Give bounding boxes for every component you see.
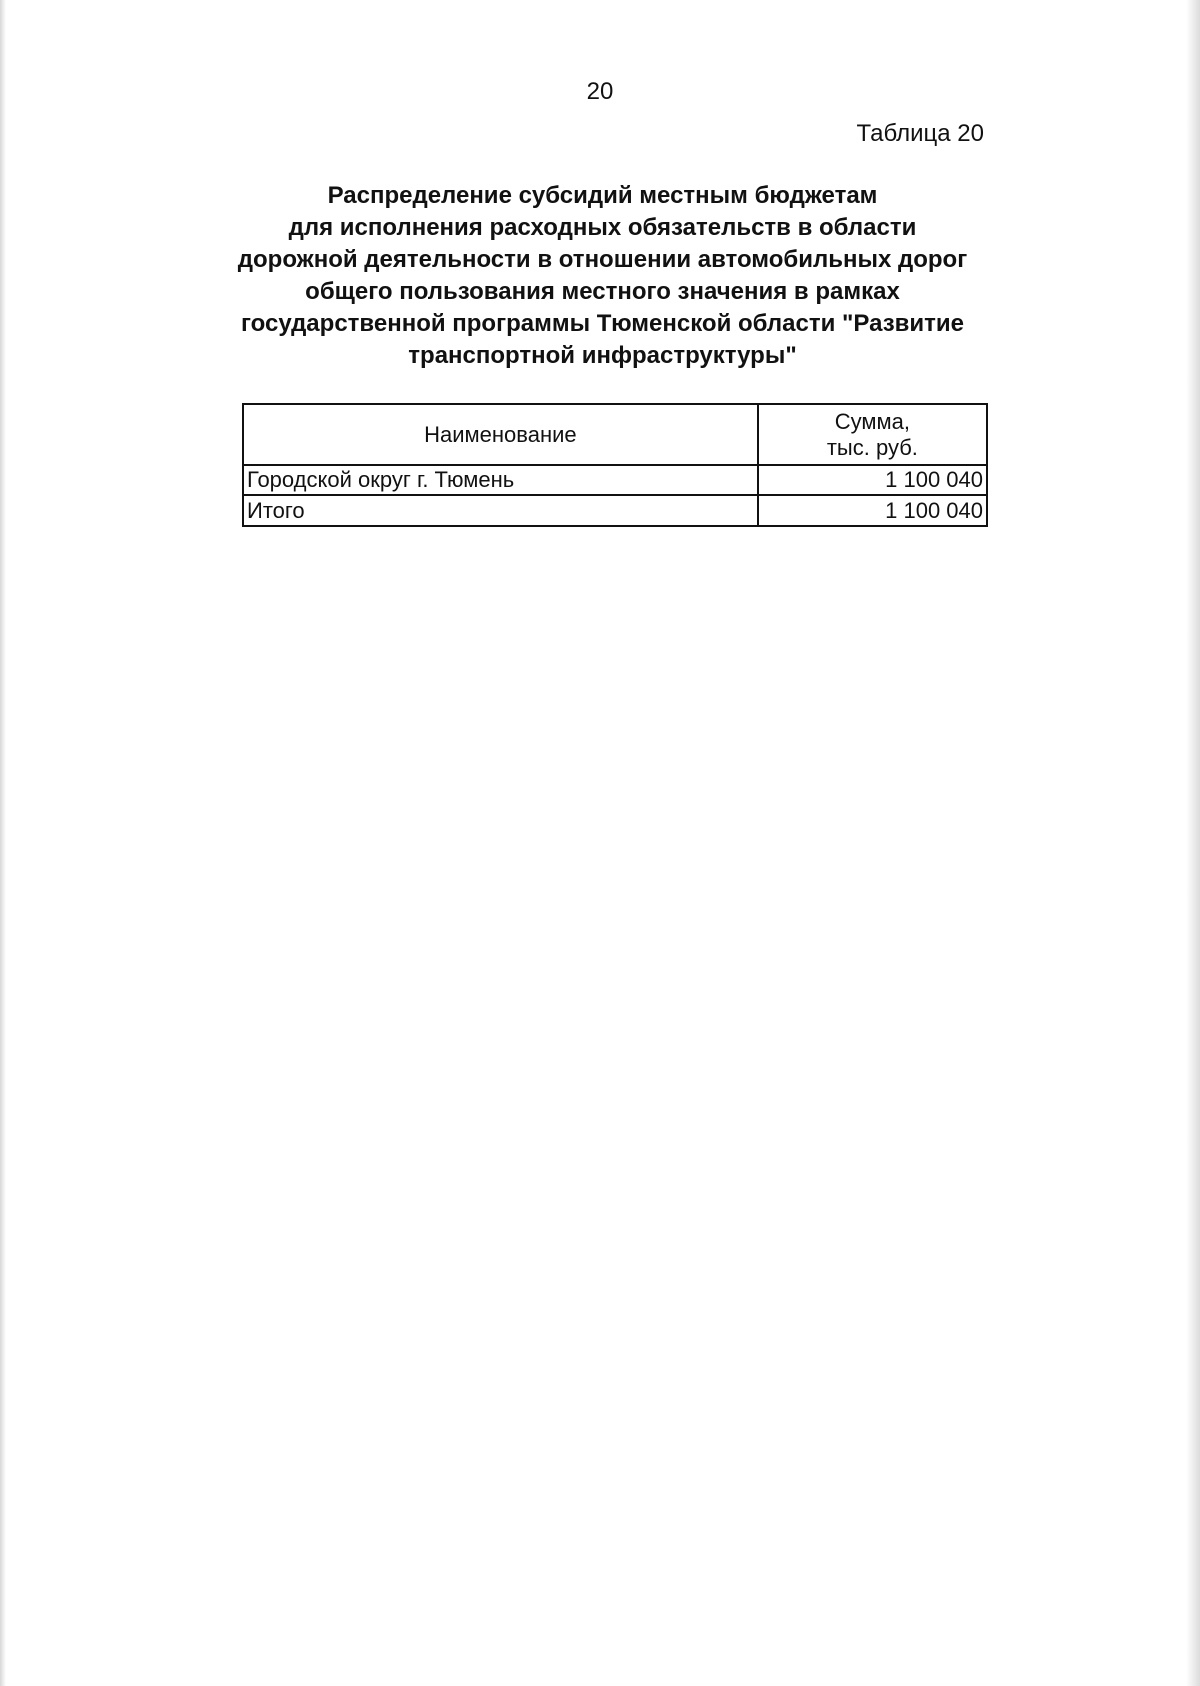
table-total-row	[243, 495, 987, 526]
header-sum-line1: Сумма,	[834, 408, 910, 434]
scan-edge-left	[0, 0, 6, 1686]
total-sum: 1 100 040	[758, 495, 987, 526]
row-sum: 1 100 040	[758, 465, 987, 495]
document-title	[215, 180, 990, 372]
title-line: государственной программы Тюменской области "Развитие	[240, 310, 965, 337]
header-sum-line2: тыс. руб.	[826, 434, 918, 460]
row-name: Городской округ г. Тюмень	[243, 465, 758, 495]
title-line: Распределение субсидий местным бюджетам	[327, 182, 878, 209]
subsidy-table	[242, 403, 988, 527]
table-label: Таблица 20	[856, 120, 984, 147]
table-row	[243, 465, 987, 495]
title-line: дорожной деятельности в отношении автомобильных дорог	[237, 246, 968, 273]
header-name: Наименование	[243, 404, 758, 465]
page-number: 20	[586, 78, 614, 105]
title-line: для исполнения расходных обязательств в области	[288, 214, 917, 241]
scan-edge-right	[1186, 0, 1200, 1686]
header-sum	[758, 404, 987, 465]
total-name: Итого	[243, 495, 758, 526]
title-line: общего пользования местного значения в рамках	[305, 278, 900, 305]
table-header-row	[243, 404, 987, 465]
title-line: транспортной инфраструктуры"	[408, 342, 797, 369]
